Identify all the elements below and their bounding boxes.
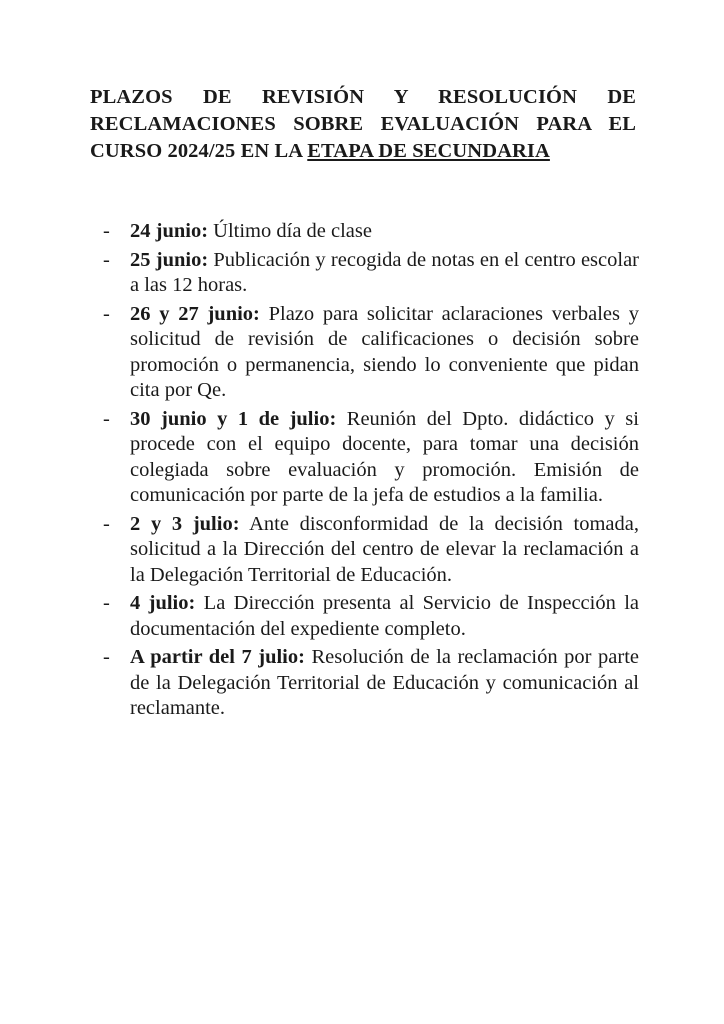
bullet-dash: - bbox=[103, 512, 110, 535]
list-item bbox=[103, 302, 639, 404]
item-date: 2 y 3 julio: bbox=[130, 512, 240, 535]
list-item bbox=[103, 248, 639, 299]
item-date: 4 julio: bbox=[130, 592, 196, 614]
item-date: A partir del 7 julio: bbox=[130, 646, 305, 668]
item-date: 24 junio: bbox=[130, 220, 209, 242]
item-text: Resolución de la reclamación por parte de la Delegación Territorial de Educación y comunicación al reclamante. bbox=[130, 646, 639, 719]
item-text: Último día de clase bbox=[208, 220, 372, 242]
item-text: La Dirección presenta al Servicio de Inspección la documentación del expediente completo. bbox=[130, 592, 639, 640]
title-underlined-text: ETAPA DE SECUNDARIA bbox=[307, 140, 550, 162]
item-date: 25 junio: bbox=[130, 248, 209, 271]
item-text: Reunión del Dpto. didáctico y si procede con el equipo docente, para tomar una decisión colegiada sobre evaluación y promoción. Emisión de comunicación por parte de la jefa de estudios a la familia. bbox=[130, 407, 639, 506]
list-item bbox=[103, 591, 639, 642]
bullet-dash: - bbox=[103, 407, 110, 430]
bullet-dash: - bbox=[103, 248, 110, 271]
list-item bbox=[103, 512, 639, 589]
deadline-list bbox=[103, 219, 639, 725]
bullet-dash: - bbox=[103, 302, 110, 325]
document-title bbox=[90, 84, 636, 165]
list-item bbox=[103, 219, 639, 245]
list-item bbox=[103, 645, 639, 722]
item-date: 30 junio y 1 de julio: bbox=[130, 407, 337, 430]
item-text: Plazo para solicitar aclaraciones verbales y solicitud de revisión de calificaciones o decisión sobre promoción o permanencia, siendo lo conveniente que pidan cita por Qe. bbox=[130, 302, 639, 401]
bullet-dash: - bbox=[103, 592, 110, 614]
list-item bbox=[103, 407, 639, 509]
bullet-dash: - bbox=[103, 220, 110, 242]
bullet-dash: - bbox=[103, 646, 110, 668]
title-text: PLAZOS DE REVISIÓN Y RESOLUCIÓN DE RECLAMACIONES SOBRE EVALUACIÓN PARA EL CURSO 2024/25 EN LA bbox=[90, 86, 636, 162]
item-text: Ante disconformidad de la decisión tomada, solicitud a la Dirección del centro de elevar la reclamación a la Delegación Territorial de Educación. bbox=[130, 512, 639, 586]
item-text: Publicación y recogida de notas en el centro escolar a las 12 horas. bbox=[130, 248, 639, 296]
item-date: 26 y 27 junio: bbox=[130, 302, 260, 325]
